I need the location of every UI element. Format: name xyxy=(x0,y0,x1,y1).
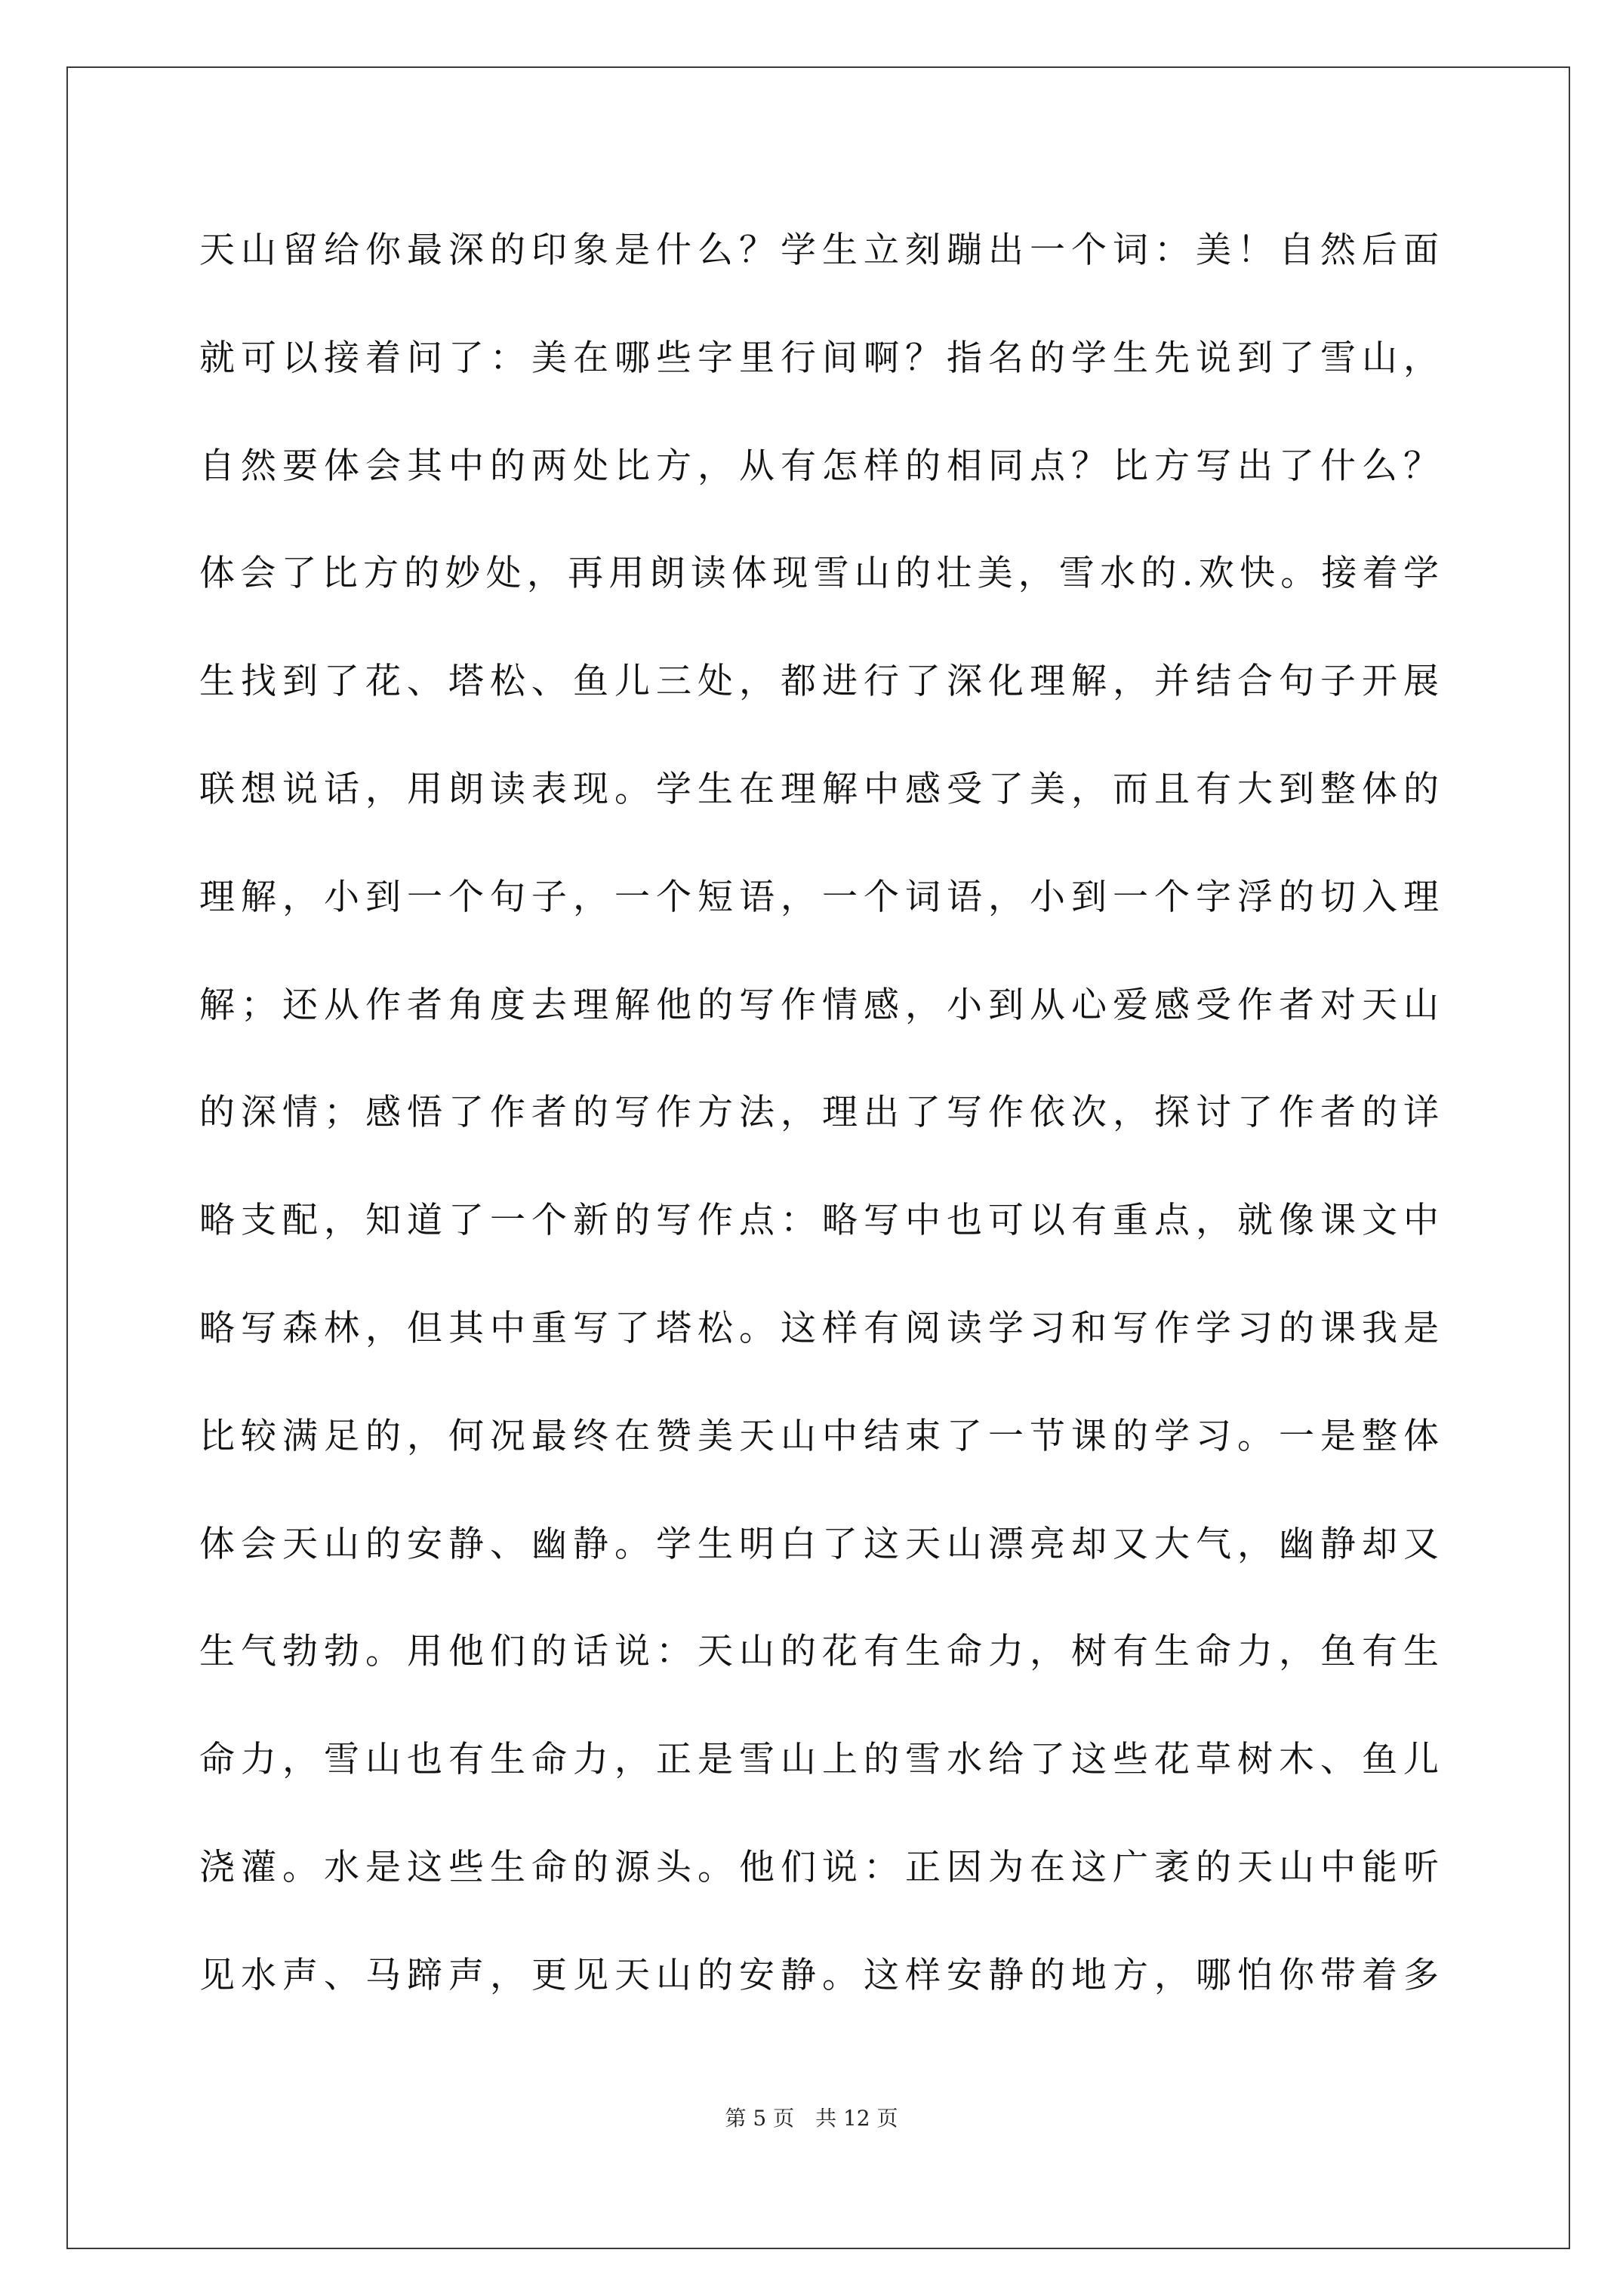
text-line: 见水声、马蹄声，更见天山的安静。这样安静的地方，哪怕你带着多 xyxy=(199,1954,1439,1996)
text-line: 就可以接着问了：美在哪些字里行间啊？指名的学生先说到了雪山， xyxy=(199,337,1439,379)
text-line: 体会天山的安静、幽静。学生明白了这天山漂亮却又大气，幽静却又 xyxy=(199,1523,1439,1565)
text-line: 浇灌。水是这些生命的源头。他们说：正因为在这广袤的天山中能听 xyxy=(199,1846,1439,1888)
text-line: 理解，小到一个句子，一个短语，一个词语，小到一个字浮的切入理 xyxy=(199,876,1439,918)
text-line: 天山留给你最深的印象是什么？学生立刻蹦出一个词：美！自然后面 xyxy=(199,230,1439,271)
text-line: 自然要体会其中的两处比方，从有怎样的相同点？比方写出了什么？ xyxy=(199,445,1439,487)
text-line: 命力，雪山也有生命力，正是雪山上的雪水给了这些花草树木、鱼儿 xyxy=(199,1739,1439,1781)
text-line: 略写森林，但其中重写了塔松。这样有阅读学习和写作学习的课我是 xyxy=(199,1307,1439,1349)
document-body xyxy=(199,197,1439,2030)
text-line: 生气勃勃。用他们的话说：天山的花有生命力，树有生命力，鱼有生 xyxy=(199,1631,1439,1673)
text-line: 生找到了花、塔松、鱼儿三处，都进行了深化理解，并结合句子开展 xyxy=(199,661,1439,703)
text-line: 体会了比方的妙处，再用朗读体现雪山的壮美，雪水的.欢快。接着学 xyxy=(199,553,1439,595)
text-line: 联想说话，用朗读表现。学生在理解中感受了美，而且有大到整体的 xyxy=(199,768,1439,810)
text-line: 解；还从作者角度去理解他的写作情感，小到从心爱感受作者对天山 xyxy=(199,984,1439,1026)
text-line: 的深情；感悟了作者的写作方法，理出了写作依次，探讨了作者的详 xyxy=(199,1092,1439,1134)
text-line: 略支配，知道了一个新的写作点：略写中也可以有重点，就像课文中 xyxy=(199,1200,1439,1242)
page-number-footer: 第 5 页 共 12 页 xyxy=(725,2106,898,2131)
text-line: 比较满足的，何况最终在赞美天山中结束了一节课的学习。一是整体 xyxy=(199,1415,1439,1457)
